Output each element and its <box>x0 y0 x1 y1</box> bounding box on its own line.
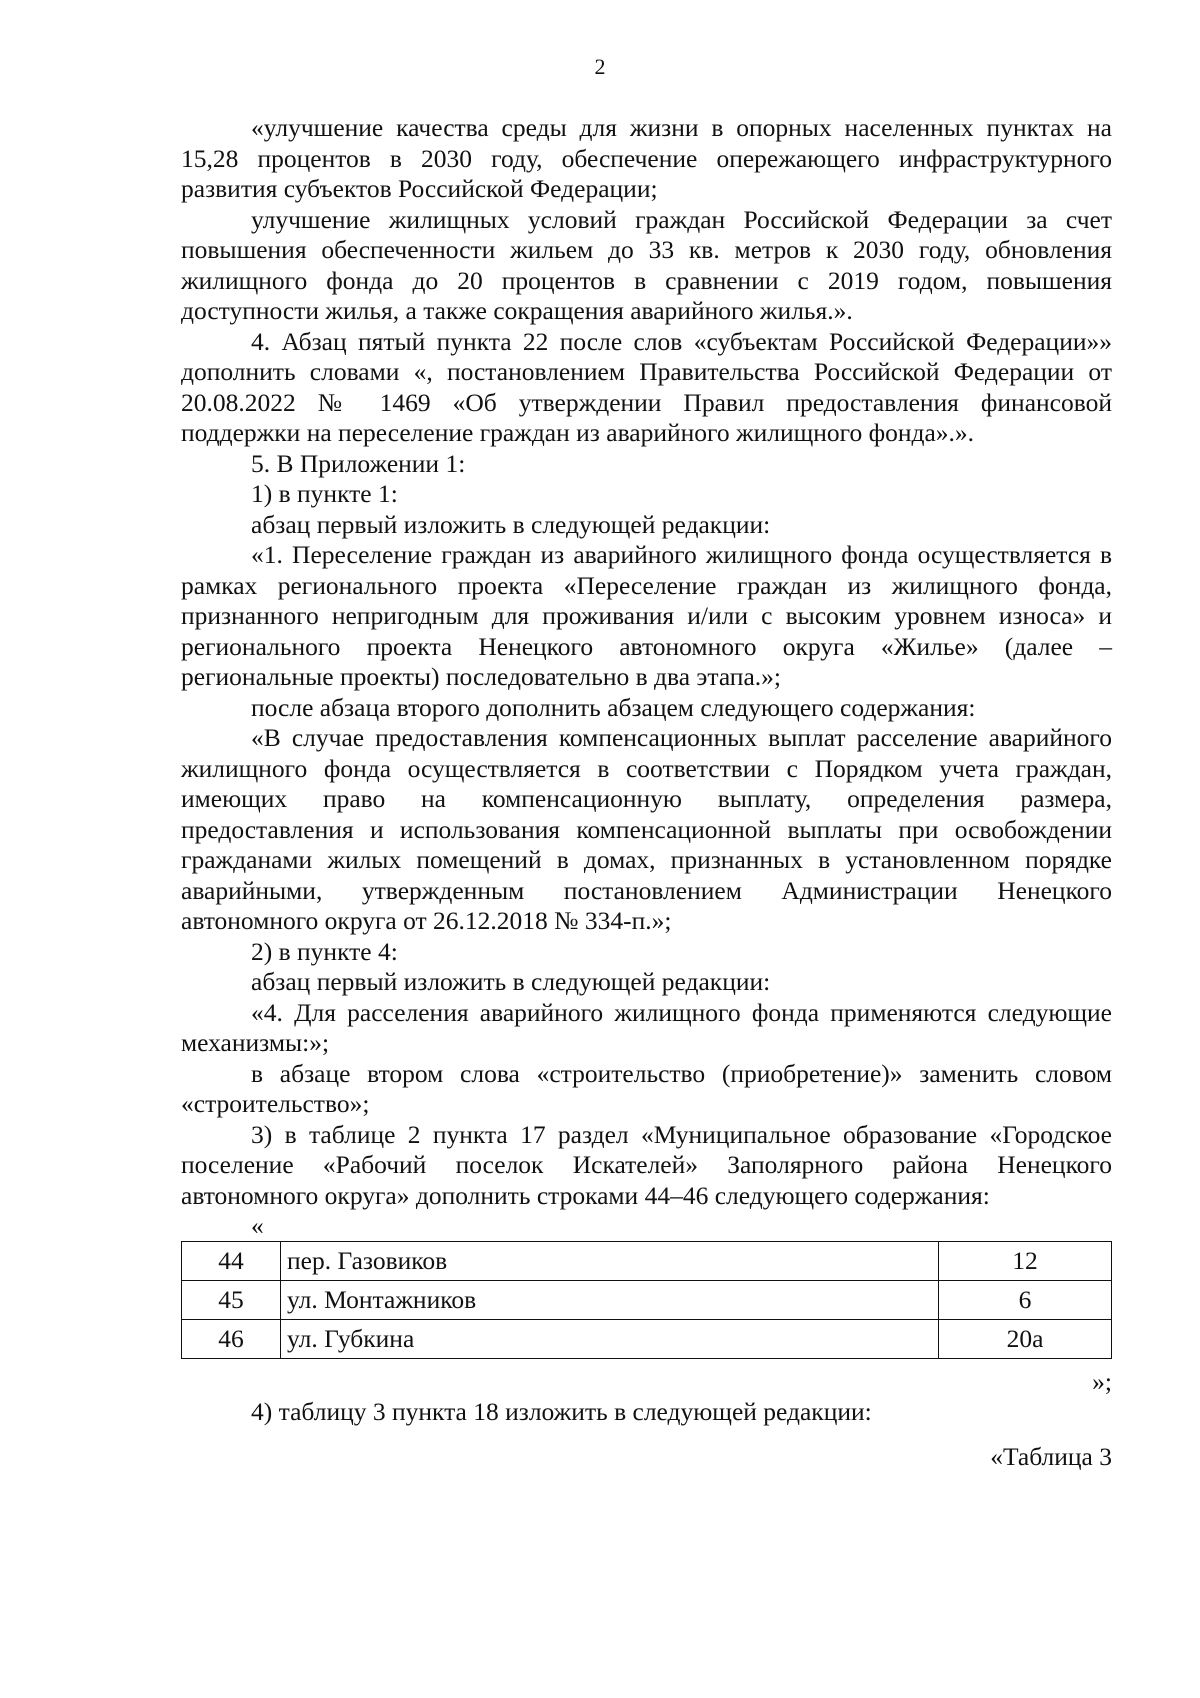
paragraph: 4. Абзац пятый пункта 22 после слов «субъектам Российской Федерации»» дополнить словами «, постановлением Правительства Российской Федерации от 20.08.2022 № 1469 «Об утверждении Правил предоставления финансовой поддержки на переселение граждан из аварийного жилищного фонда».». <box>181 326 1112 447</box>
paragraph: улучшение жилищных условий граждан Российской Федерации за счет повышения обеспеченности жильем до 33 кв. метров к 2030 году, обновления жилищного фонда до 20 процентов в сравнении с 2019 годом, повышения доступности жилья, а также сокращения аварийного жилья.». <box>181 204 1112 325</box>
paragraph: после абзаца второго дополнить абзацем следующего содержания: <box>251 692 976 722</box>
house-number: 12 <box>939 1242 1112 1281</box>
document-body <box>181 113 1112 1472</box>
address-table <box>181 1241 1112 1359</box>
row-number: 46 <box>182 1320 281 1359</box>
street-name: ул. Монтажников <box>281 1281 939 1320</box>
paragraph: «1. Переселение граждан из аварийного жилищного фонда осуществляется в рамках регионального проекта «Переселение граждан из жилищного фонда, признанного непригодным для проживания и/или с высоким уровнем износа» и регионального проекта Ненецкого автономного округа «Жилье» (далее – региональные проекты) последовательно в два этапа.»; <box>181 540 1112 691</box>
street-name: ул. Губкина <box>281 1320 939 1359</box>
row-number: 45 <box>182 1281 281 1320</box>
paragraph: «4. Для расселения аварийного жилищного фонда применяются следующие механизмы:»; <box>181 997 1112 1057</box>
table-row <box>182 1242 1112 1281</box>
table-row <box>182 1281 1112 1320</box>
paragraph: в абзаце втором слова «строительство (приобретение)» заменить словом «строительство»; <box>181 1058 1112 1118</box>
paragraph: 5. В Приложении 1: <box>251 448 466 478</box>
paragraph: 3) в таблице 2 пункта 17 раздел «Муниципальное образование «Городское поселение «Рабочий поселок Искателей» Заполярного района Ненецкого автономного округа» дополнить строками 44–46 следующего содержания: <box>181 1119 1112 1210</box>
table-row <box>182 1320 1112 1359</box>
page-number: 2 <box>594 54 606 79</box>
paragraph: 4) таблицу 3 пункта 18 изложить в следующей редакции: <box>251 1397 872 1426</box>
table-open-quote: « <box>251 1211 264 1240</box>
house-number: 6 <box>939 1281 1112 1320</box>
paragraph: «улучшение качества среды для жизни в опорных населенных пунктах на 15,28 процентов в 2030 году, обеспечение опережающего инфраструктурного развития субъектов Российской Федерации; <box>181 113 1112 203</box>
paragraph: абзац первый изложить в следующей редакции: <box>251 509 771 539</box>
paragraph: 1) в пункте 1: <box>251 479 398 508</box>
table3-caption: «Таблица 3 <box>990 1441 1112 1471</box>
table-close-quote: »; <box>1092 1367 1112 1396</box>
row-number: 44 <box>182 1242 281 1281</box>
house-number: 20а <box>939 1320 1112 1359</box>
street-name: пер. Газовиков <box>281 1242 939 1281</box>
paragraph: «В случае предоставления компенсационных выплат расселение аварийного жилищного фонда осуществляется в соответствии с Порядком учета граждан, имеющих право на компенсационную выплату, определения размера, предоставления и использования компенсационной выплаты при освобождении гражданами жилых помещений в домах, признанных в установленном порядке аварийными, утвержденным постановлением Администрации Ненецкого автономного округа от 26.12.2018 № 334-п.»; <box>181 723 1112 935</box>
paragraph: абзац первый изложить в следующей редакции: <box>251 967 771 996</box>
paragraph: 2) в пункте 4: <box>251 936 398 966</box>
